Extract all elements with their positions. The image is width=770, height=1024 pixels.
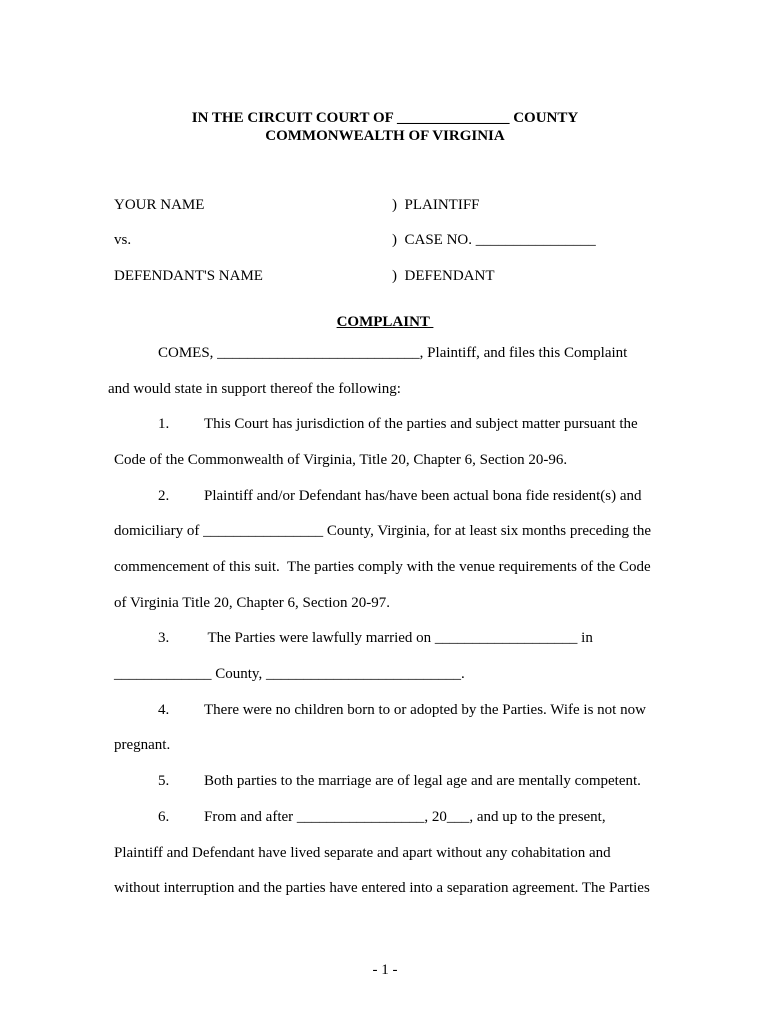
paragraph-4-line-1: There were no children born to or adopted by the Parties. Wife is not now (204, 702, 646, 718)
intro-line-1: COMES, ___________________________, Plaintiff, and files this Complaint (158, 345, 628, 361)
intro-line-2: and would state in support thereof the following: (108, 381, 401, 397)
defendant-name: DEFENDANT'S NAME (114, 268, 263, 284)
paragraph-3-line-1: The Parties were lawfully married on ___________________ in (204, 630, 593, 646)
versus-text: vs. (114, 232, 132, 248)
paragraph-3-line-2: _____________ County, __________________________. (114, 666, 465, 682)
state-heading: COMMONWEALTH OF VIRGINIA (265, 128, 505, 144)
plaintiff-name: YOUR NAME (114, 197, 205, 213)
paragraph-6-line-1: From and after _________________, 20___, and up to the present, (204, 809, 606, 825)
paragraph-4-line-2: pregnant. (114, 737, 171, 753)
paragraph-2-line-2: domiciliary of ________________ County, Virginia, for at least six months preceding the (114, 523, 652, 539)
paragraph-number-2: 2. (158, 488, 170, 504)
plaintiff-label: ) PLAINTIFF (392, 197, 480, 213)
paragraph-6-line-2: Plaintiff and Defendant have lived separate and apart without any cohabitation and (114, 845, 611, 861)
paragraph-number-4: 4. (158, 702, 170, 718)
paragraph-1-line-1: This Court has jurisdiction of the parties and subject matter pursuant the (204, 416, 638, 432)
paragraph-5-line-1: Both parties to the marriage are of legal age and are mentally competent. (204, 773, 641, 789)
paragraph-number-1: 1. (158, 416, 170, 432)
paragraph-number-6: 6. (158, 809, 170, 825)
page-number: - 1 - (372, 962, 398, 978)
defendant-label: ) DEFENDANT (392, 268, 495, 284)
court-heading: IN THE CIRCUIT COURT OF _______________ COUNTY (191, 110, 579, 126)
paragraph-number-5: 5. (158, 773, 170, 789)
paragraph-6-line-3: without interruption and the parties have entered into a separation agreement. The Parties (114, 880, 650, 896)
document-title: COMPLAINT (336, 314, 434, 330)
paragraph-number-3: 3. (158, 630, 170, 646)
paragraph-2-line-3: commencement of this suit. The parties comply with the venue requirements of the Code (114, 559, 651, 575)
paragraph-2-line-1: Plaintiff and/or Defendant has/have been actual bona fide resident(s) and (204, 488, 642, 504)
case-number: ) CASE NO. ________________ (392, 232, 596, 248)
paragraph-2-line-4: of Virginia Title 20, Chapter 6, Section 20-97. (114, 595, 391, 611)
paragraph-1-line-2: Code of the Commonwealth of Virginia, Title 20, Chapter 6, Section 20-96. (114, 452, 568, 468)
